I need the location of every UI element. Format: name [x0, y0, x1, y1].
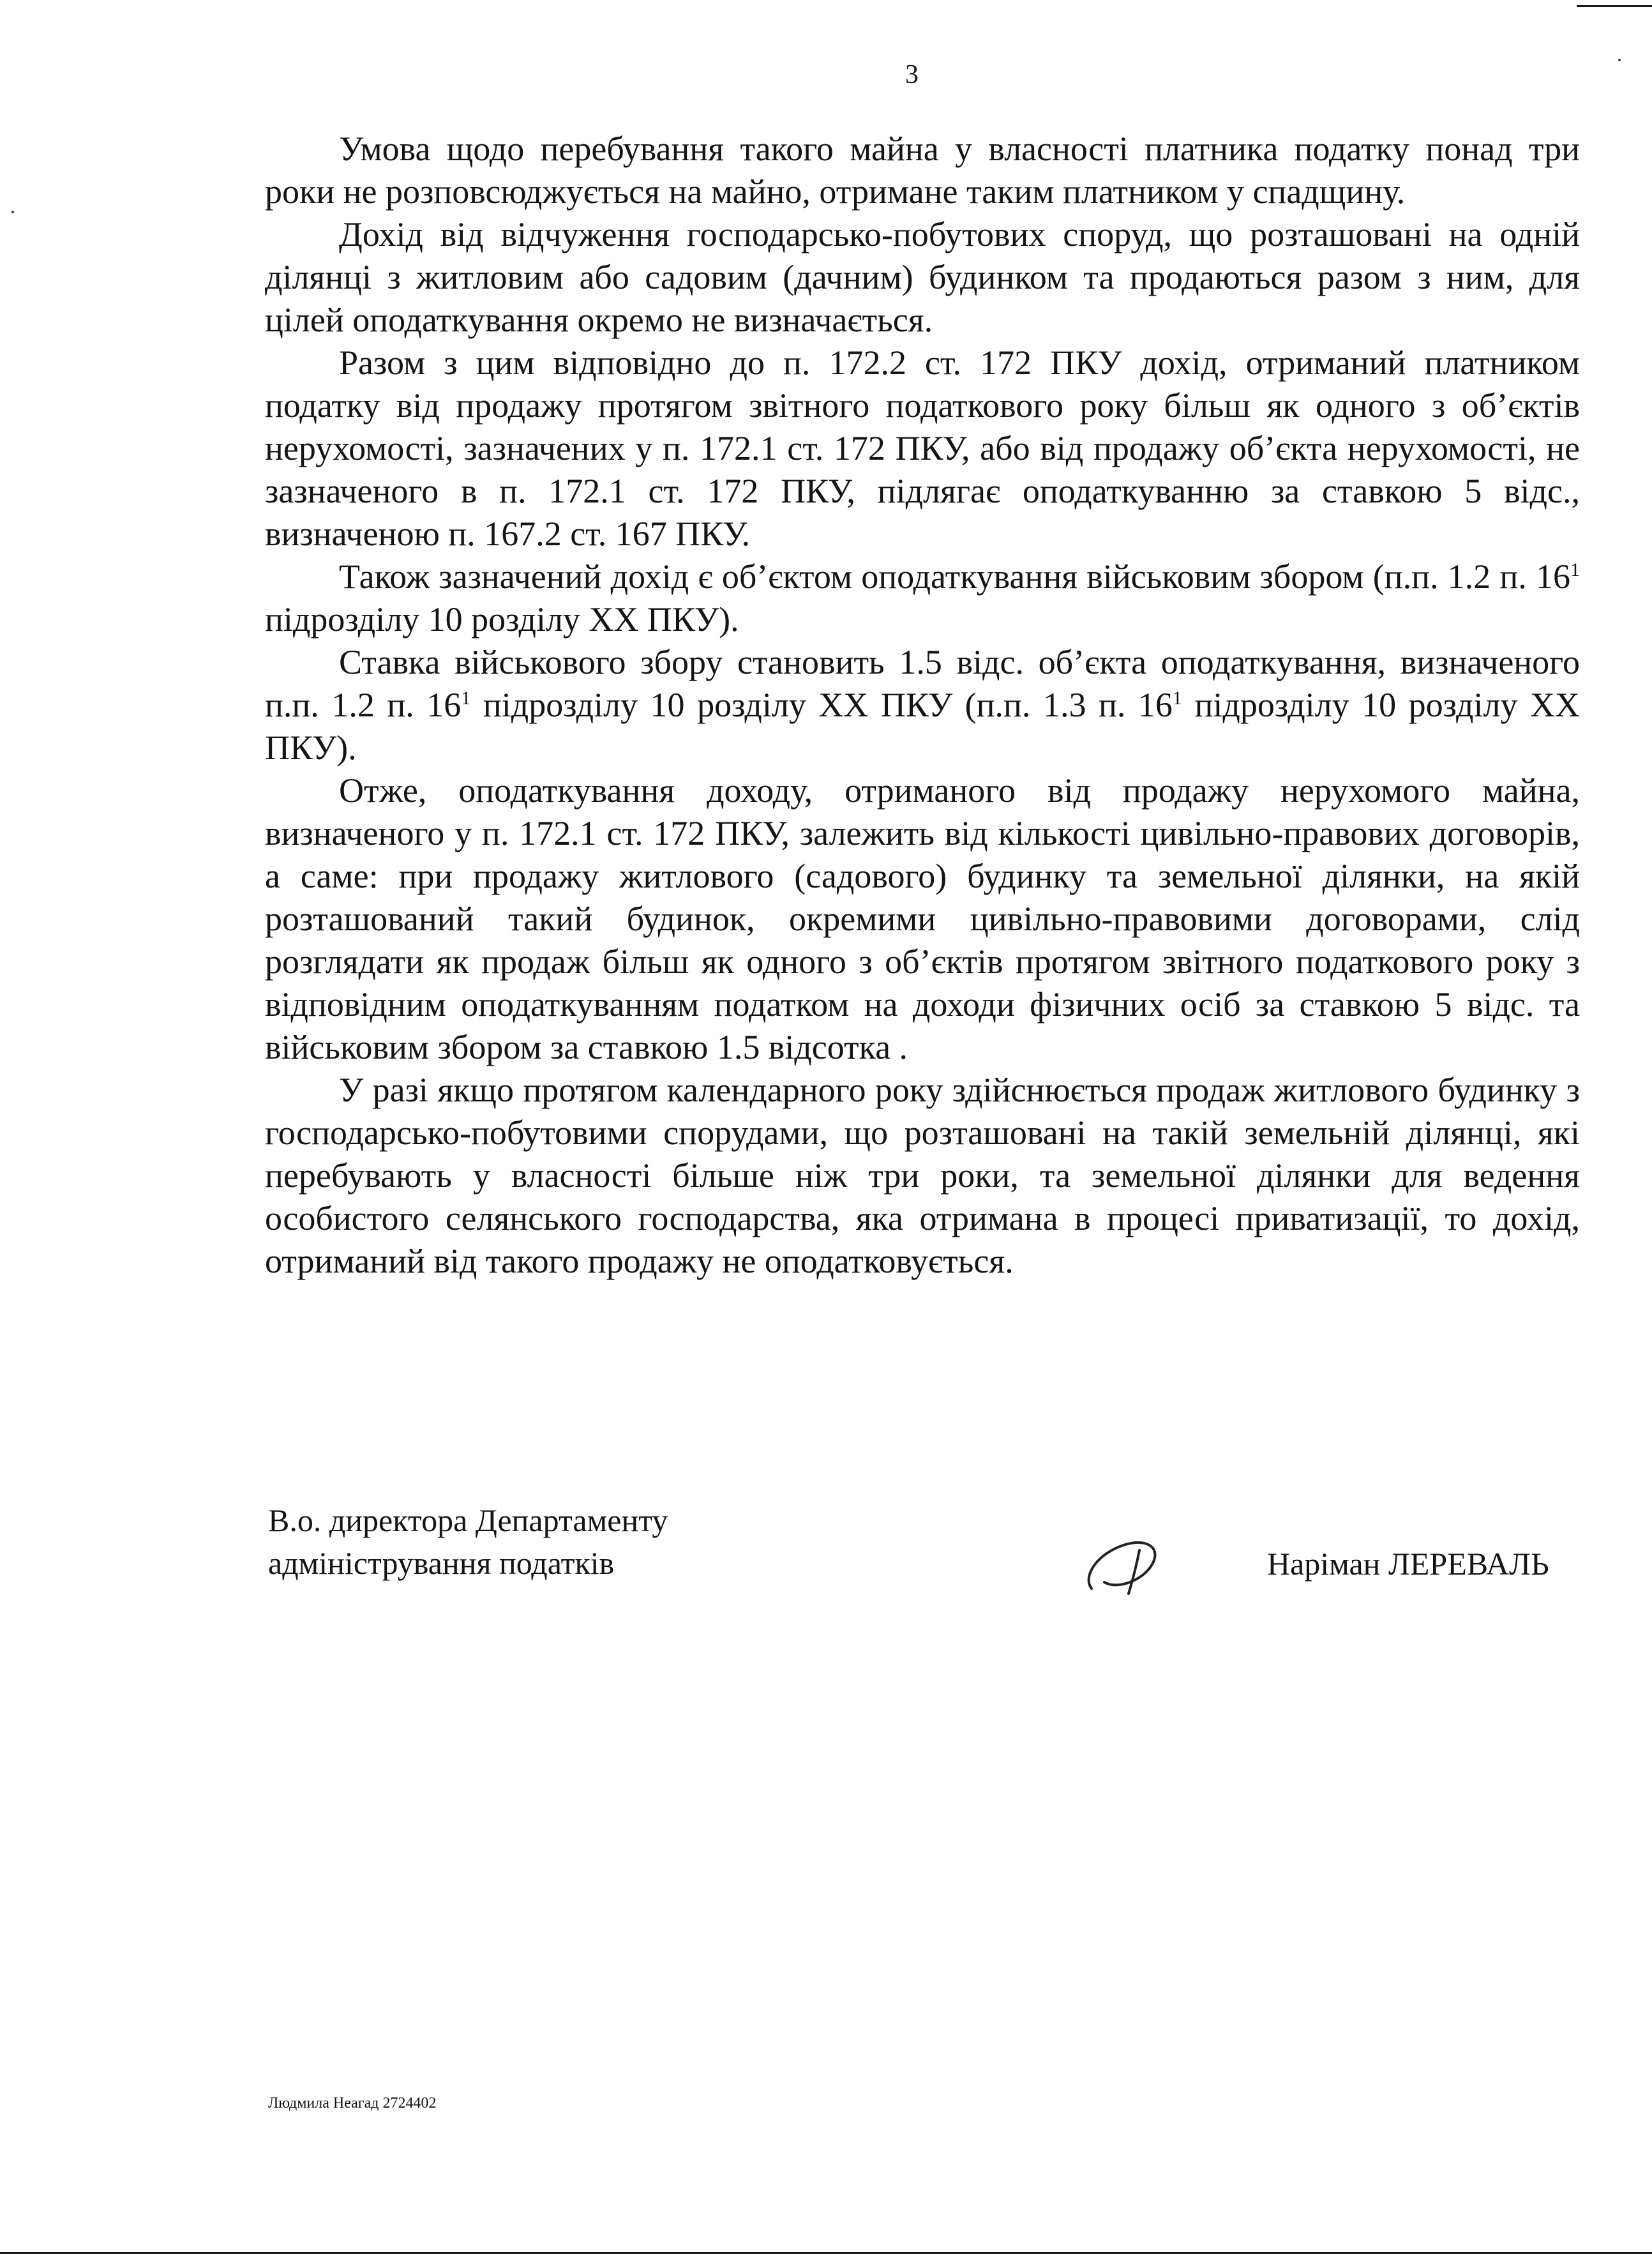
paragraph: Дохід від відчуження господарсько-побутових споруд, що розташовані на одній ділянці з житловим або садовим (дачним) будинком та продаються разом з ним, для цілей оподаткування окремо не визначається.	[265, 215, 1580, 339]
paragraph: Разом з цим відповідно до п. 172.2 ст. 172 ПКУ дохід, отриманий платником податку від продажу протягом звітного податкового року більш як одного з об’єктів нерухомості, зазначених у п. 172.1 ст. 172 ПКУ, або від продажу об’єкта нерухомості, не зазначеного в п. 172.1 ст. 172 ПКУ, підлягає оподаткуванню за ставкою 5 відс., визначеною п. 167.2 ст. 167 ПКУ.	[265, 344, 1580, 553]
signer-position-line: В.о. директора Департаменту	[268, 1502, 668, 1538]
handwritten-signature	[1079, 1531, 1181, 1601]
superscript: 1	[1172, 688, 1182, 709]
paragraph	[265, 555, 1580, 641]
executor-note: Людмила Неагад 2724402	[268, 2095, 437, 2112]
page-number: 3	[905, 60, 919, 89]
superscript: 1	[1570, 559, 1580, 580]
signature-position	[268, 1499, 668, 1585]
scan-edge-mark	[0, 2252, 1652, 2254]
paragraph: Отже, оподаткування доходу, отриманого від продажу нерухомого майна, визначеного у п. 172.1 ст. 172 ПКУ, залежить від кількості цивільно-правових договорів, а саме: при продажу житлового (садового) будинку та земельної ділянки, на якій розташований такий будинок, окремими цивільно-правовими договорами, слід розглядати як продаж більш як одного з об’єктів протягом звітного податкового року з відповідним оподаткуванням податком на доходи фізичних осіб за ставкою 5 відс. та військовим збором за ставкою 1.5 відсотка .	[265, 771, 1580, 1066]
paragraph-text: Також зазначений дохід є об’єктом оподаткування військовим збором (п.п. 1.2 п. 16	[339, 557, 1570, 596]
scan-speck	[1618, 59, 1621, 61]
paragraph: Умова щодо перебування такого майна у власності платника податку понад три роки не розповсюджується на майно, отримане таким платником у спадщину.	[265, 130, 1580, 211]
signer-position-line: адміністрування податків	[268, 1545, 615, 1581]
signer-name: Наріман ЛЕРЕВАЛЬ	[1267, 1546, 1549, 1582]
paragraph-text: підрозділу 10 розділу XX ПКУ (п.п. 1.3 п. 16	[470, 686, 1173, 724]
paragraph-text: підрозділу 10 розділу XX ПКУ).	[265, 600, 739, 638]
superscript: 1	[461, 688, 471, 709]
paragraph-text: Ставка військового збору становить 1.5 відс. об’єкта оподаткування, визначеного п.п. 1.2 п. 16	[265, 643, 1580, 724]
paragraph	[265, 641, 1580, 769]
letter-body	[265, 128, 1580, 1283]
scan-speck	[11, 211, 14, 213]
scan-edge-mark	[1577, 5, 1652, 7]
paragraph-text: підрозділу 10 розділу XX ПКУ).	[265, 686, 1580, 767]
paragraph: У разі якщо протягом календарного року здійснюється продаж житлового будинку з господарсько-побутовими спорудами, що розташовані на такій земельній ділянці, які перебувають у власності більше ніж три роки, та земельної ділянки для ведення особистого селянського господарства, яка отримана в процесі приватизації, то дохід, отриманий від такого продажу не оподатковується.	[265, 1071, 1580, 1280]
